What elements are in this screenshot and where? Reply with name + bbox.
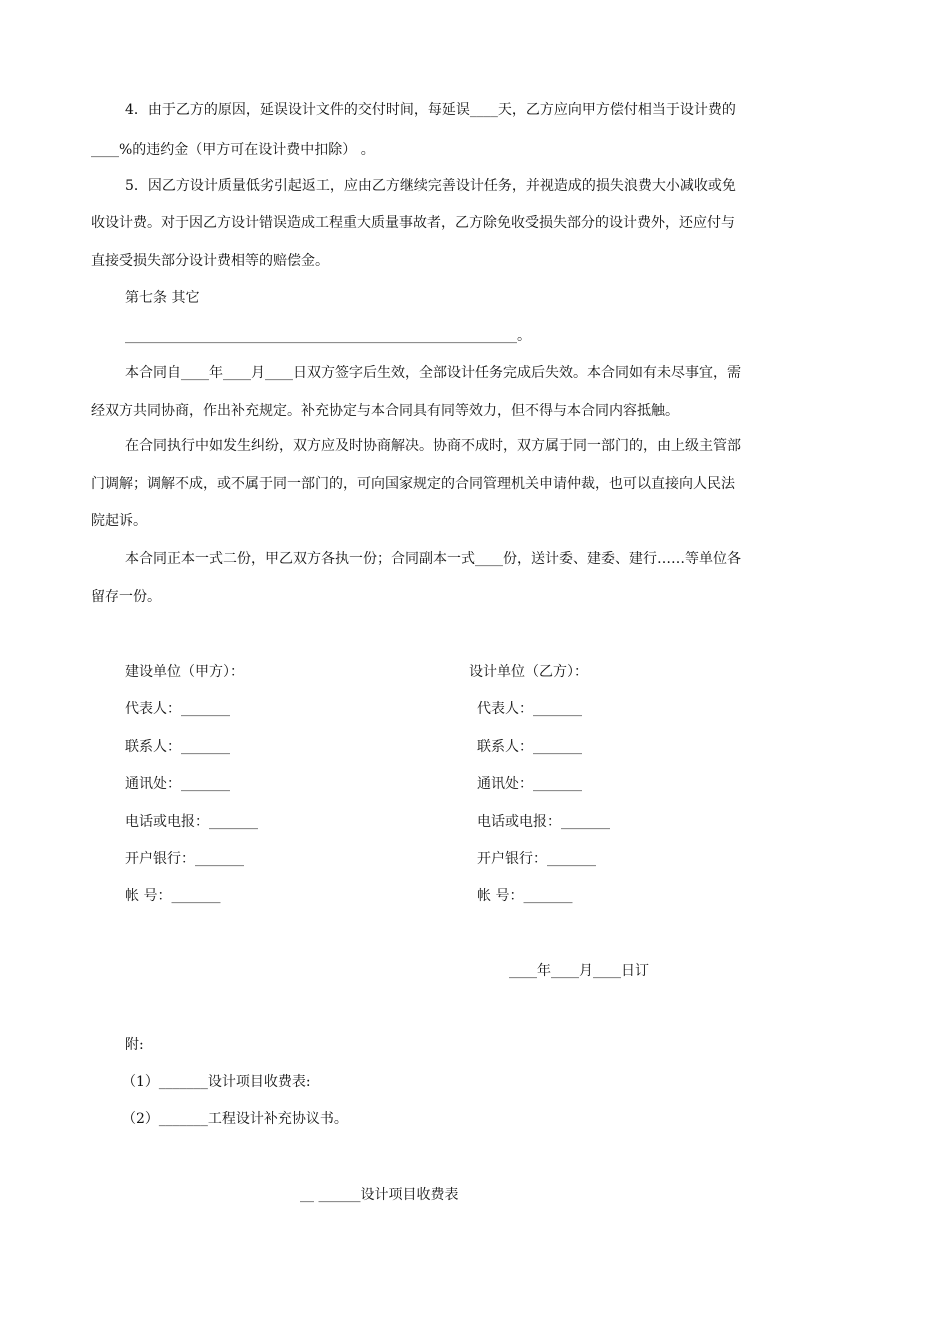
party-a-representative: 代表人：_______ [125, 701, 230, 717]
clause5-line3: 直接受损失部分设计费相等的赔偿金。 [91, 253, 329, 269]
copies-line2: 留存一份。 [91, 589, 161, 605]
party-b-contact: 联系人：_______ [477, 739, 582, 755]
clause5-line2: 收设计费。对于因乙方设计错误造成工程重大质量事故者，乙方除免收受损失部分的设计费外，还应付与 [91, 215, 735, 231]
date-signed: ____年____月____日订 [509, 963, 649, 979]
dispute-line2: 门调解；调解不成，或不属于同一部门的，可向国家规定的合同管理机关申请仲裁，也可以直接向人民法 [91, 476, 735, 492]
party-b-title: 设计单位（乙方）： [469, 664, 588, 680]
dispute-line3: 院起诉。 [91, 513, 147, 529]
clause5-line1: 5．因乙方设计质量低劣引起返工，应由乙方继续完善设计任务，并视造成的损失浪费大小减收或免 [125, 178, 736, 194]
copies-line1: 本合同正本一式二份，甲乙双方各执一份；合同副本一式____份，送计委、建委、建行……等单位各 [125, 551, 741, 567]
party-a-phone: 电话或电报：_______ [125, 814, 258, 830]
appendix-label: 附: [125, 1037, 144, 1053]
party-b-address: 通讯处：_______ [477, 776, 582, 792]
party-b-representative: 代表人：_______ [477, 701, 582, 717]
party-b-account: 帐 号：_______ [477, 888, 573, 904]
dispute-line1: 在合同执行中如发生纠纷，双方应及时协商解决。协商不成时，双方属于同一部门的，由上级主管部 [125, 438, 741, 454]
appendix-item-2: （2）_______工程设计补充协议书。 [122, 1111, 348, 1127]
party-a-account: 帐 号：_______ [125, 888, 221, 904]
party-a-title: 建设单位（甲方）： [125, 664, 244, 680]
party-b-bank: 开户银行：_______ [477, 851, 596, 867]
clause4-line2: ____%的违约金（甲方可在设计费中扣除） 。 [91, 142, 375, 158]
party-b-phone: 电话或电报：_______ [477, 814, 610, 830]
article7-heading: 第七条 其它 [125, 290, 200, 306]
clause4-line1: 4．由于乙方的原因，延误设计文件的交付时间，每延误____天，乙方应向甲方偿付相当于设计费的 [125, 102, 736, 118]
party-a-address: 通讯处：_______ [125, 776, 230, 792]
party-a-bank: 开户银行：_______ [125, 851, 244, 867]
article7-blank: ________________________________________________________。 [125, 328, 531, 344]
effective-line1: 本合同自____年____月____日双方签字后生效，全部设计任务完成后失效。本合同如有未尽事宜，需 [125, 365, 741, 381]
appendix-item-1: （1）_______设计项目收费表: [122, 1074, 311, 1090]
fee-table-title: __ ______设计项目收费表 [300, 1187, 459, 1203]
party-a-contact: 联系人：_______ [125, 739, 230, 755]
effective-line2: 经双方共同协商，作出补充规定。补充协定与本合同具有同等效力，但不得与本合同内容抵触。 [91, 403, 679, 419]
